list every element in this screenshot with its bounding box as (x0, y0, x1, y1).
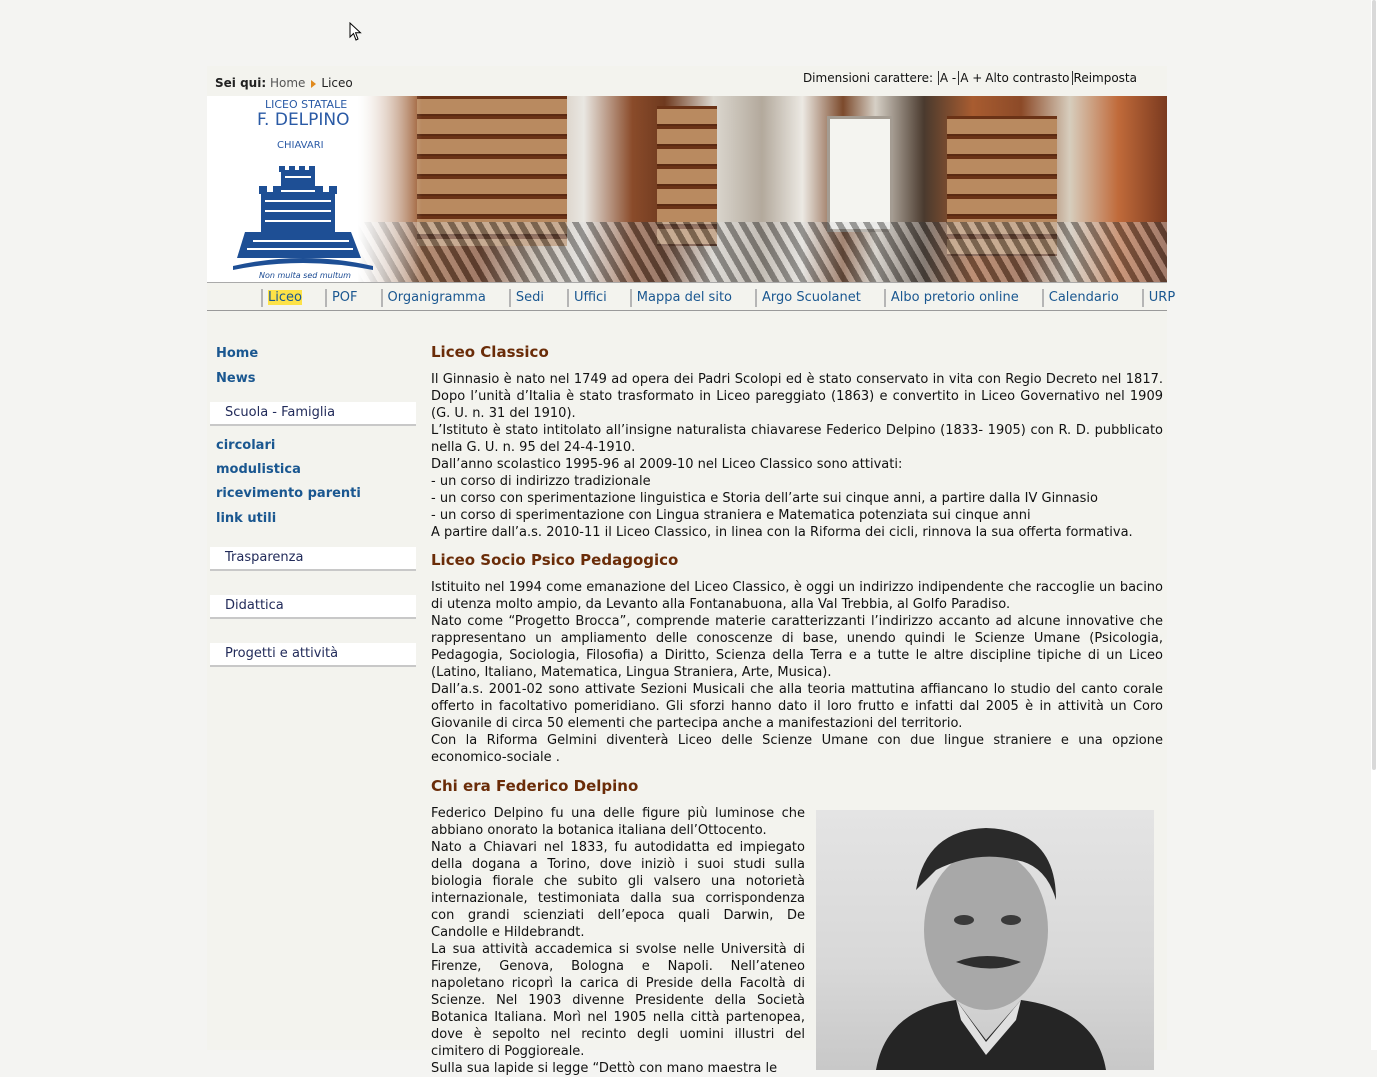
nav-item-argo[interactable] (755, 289, 866, 307)
section-title: Liceo Socio Psico Pedagogico (431, 551, 679, 569)
nav-label: Uffici (573, 290, 607, 305)
castle-icon (233, 166, 373, 274)
list-item: - un corso con sperimentazione linguistica e Storia dell’arte sui cinque anni, a partire dalla IV Ginnasio (431, 491, 1098, 506)
nav-item-organigramma[interactable] (381, 289, 491, 307)
paragraph: Con la Riforma Gelmini diventerà Liceo delle Scienze Umane con due lingue straniere e una opzione economico-sociale . (431, 733, 1163, 765)
breadcrumb-current: Liceo (321, 76, 353, 90)
nav-label: Organigramma (387, 290, 486, 305)
font-increase-button[interactable]: A + (960, 71, 983, 85)
nav-label: POF (331, 290, 358, 305)
paragraph: Dall’a.s. 2001-02 sono attivate Sezioni Musicali che alla teoria mattutina affiancano lo studio del canto corale offerto in facoltativo pomeridiano. Gli sforzi hanno dato il loro frutto e infatti dal 2005 è in attività un Coro Giovanile di circa 50 elementi che partecipa anche a manifestazioni del territorio. (431, 682, 1163, 731)
nav-label: Sedi (515, 290, 544, 305)
sidebar-link-modulistica[interactable]: modulistica (216, 462, 301, 477)
paragraph: Il Ginnasio è nato nel 1749 ad opera dei Padri Scolopi ed è stato conservato in vita con Regio Decreto nel 1817. Dopo l’unità d’Italia è stato trasformato in Liceo pareggiato (1863) e convertito in Liceo Governativo nel 1909 (G. U. n. 31 del 1910). (431, 372, 1163, 421)
header-banner (207, 96, 1167, 282)
section-liceo-socio-psico-pedagogico (431, 552, 1163, 766)
sidebar-section-label: Progetti e attività (225, 646, 339, 661)
logo-line2: F. DELPINO (257, 110, 350, 130)
sidebar-section-label: Didattica (225, 598, 284, 613)
logo-line1: LICEO STATALE (265, 98, 348, 111)
sidebar-link-news[interactable]: News (216, 371, 256, 386)
sidebar-section-scuola-famiglia[interactable] (210, 402, 416, 426)
sidebar-link-link-utili[interactable]: link utili (216, 511, 277, 526)
mouse-cursor-icon (349, 22, 363, 42)
list-item: - un corso di indirizzo tradizionale (431, 474, 651, 489)
nav-label: Argo Scuolanet (762, 290, 861, 305)
logo-line3: CHIAVARI (277, 140, 324, 151)
breadcrumb-arrow-icon (311, 80, 316, 88)
paragraph: Nato come “Progetto Brocca”, comprende materie caratterizzanti l’indirizzo accanto ad alcune innovative che rappresentano un ampliamento delle conoscenze di base, unendo quindi le Scienze Umane (Psicologia, Pedagogia, Sociologia, Filosofia) a Diritto, Scienza della Terra e a tutte le altre discipline tipiche di un Liceo (Latino, Italiano, Matematica, Lingua Straniera, Arte, Musica). (431, 614, 1163, 680)
font-decrease-button[interactable]: A - (939, 71, 957, 85)
nav-label: Liceo (268, 290, 302, 305)
paragraph: A partire dall’a.s. 2010-11 il Liceo Classico, in linea con la Riforma dei cicli, rinnova la sua offerta formativa. (431, 525, 1133, 540)
section-title: Chi era Federico Delpino (431, 777, 639, 795)
school-logo[interactable] (207, 96, 422, 282)
font-size-label: Dimensioni carattere: (802, 71, 933, 85)
page-scrollbar[interactable] (1371, 0, 1377, 1050)
nav-item-uffici[interactable] (567, 289, 612, 307)
section-title: Liceo Classico (431, 343, 549, 361)
nav-item-urp[interactable] (1142, 289, 1180, 307)
breadcrumb (215, 76, 353, 90)
sidebar-section-progetti[interactable] (210, 643, 416, 667)
nav-item-calendario[interactable] (1042, 289, 1124, 307)
nav-item-liceo[interactable] (261, 289, 307, 307)
corridor-photo (357, 96, 1167, 282)
nav-item-pof[interactable] (325, 289, 363, 307)
top-bar (207, 66, 1167, 96)
sidebar-section-label: Trasparenza (225, 550, 304, 565)
sidebar-link-circolari[interactable]: circolari (216, 438, 276, 453)
paragraph: Federico Delpino fu una delle figure più luminose che abbiano onorato la botanica italiana dell’Ottocento. (431, 806, 805, 838)
nav-item-albo[interactable] (884, 289, 1024, 307)
nav-label: URP (1148, 290, 1176, 305)
scrollbar-thumb[interactable] (1372, 0, 1376, 770)
nav-item-mappa[interactable] (630, 289, 737, 307)
main-navigation (207, 282, 1176, 311)
reset-font-button[interactable]: Reimposta (1073, 71, 1137, 85)
sidebar-section-trasparenza[interactable] (210, 547, 416, 571)
sidebar-link-ricevimento[interactable]: ricevimento parenti (216, 486, 361, 501)
paragraph: L’Istituto è stato intitolato all’insigne naturalista chiavarese Federico Delpino (1833- 1905) con R. D. pubblicato nella G. U. n. 95 del 24-4-1910. (431, 423, 1163, 455)
section-liceo-classico (431, 344, 1163, 541)
paragraph: Sulla sua lapide si legge “Dettò con mano maestra le (431, 1061, 778, 1076)
paragraph: Istituito nel 1994 come emanazione del Liceo Classico, è oggi un indirizzo indipendente che raccoglie un bacino di utenza molto ampio, da Levanto alla Fontanabuona, alla Val Trebbia, al Golfo Paradiso. (431, 580, 1163, 612)
paragraph: Nato a Chiavari nel 1833, fu autodidatta ed impiegato della dogana a Torino, dove iniziò i suoi studi sulla biologia fiorale che subito gli valsero una notorietà internazionale, testimoniata dalla sua corrispondenza con grandi scienziati dell’epoca quali Darwin, De Candolle e Hildebrandt. (431, 840, 805, 940)
nav-label: Calendario (1048, 290, 1119, 305)
sidebar-section-didattica[interactable] (210, 595, 416, 619)
page-container (207, 66, 1176, 1076)
nav-label: Albo pretorio online (890, 290, 1019, 305)
paragraph: La sua attività accademica si svolse nelle Università di Firenze, Genova, Bologna e Napoli. Nell’ateneo napoletano ricoprì la carica di Preside della Facoltà di Scienze. Nel 1903 divenne Presidente della Società Botanica Italiana. Morì nel 1905 nella città partenopea, dove è sepolto nel recinto degli uomini illustri del cimitero di Poggioreale. (431, 942, 805, 1059)
paragraph: Dall’anno scolastico 1995-96 al 2009-10 nel Liceo Classico sono attivati: (431, 457, 903, 472)
breadcrumb-home-link[interactable]: Home (269, 76, 306, 90)
delpino-portrait-image (816, 810, 1154, 1070)
high-contrast-button[interactable]: Alto contrasto (985, 71, 1070, 85)
font-size-controls (803, 71, 1138, 85)
nav-item-sedi[interactable] (509, 289, 549, 307)
logo-motto: Non multa sed multum (259, 271, 351, 280)
sidebar-section-label: Scuola - Famiglia (225, 405, 336, 420)
list-item: - un corso di sperimentazione con Lingua straniera e Matematica potenziata sui cinque anni (431, 508, 1031, 523)
nav-label: Mappa del sito (636, 290, 732, 305)
breadcrumb-prefix: Sei qui: (215, 76, 267, 90)
sidebar-link-home[interactable]: Home (216, 346, 259, 361)
